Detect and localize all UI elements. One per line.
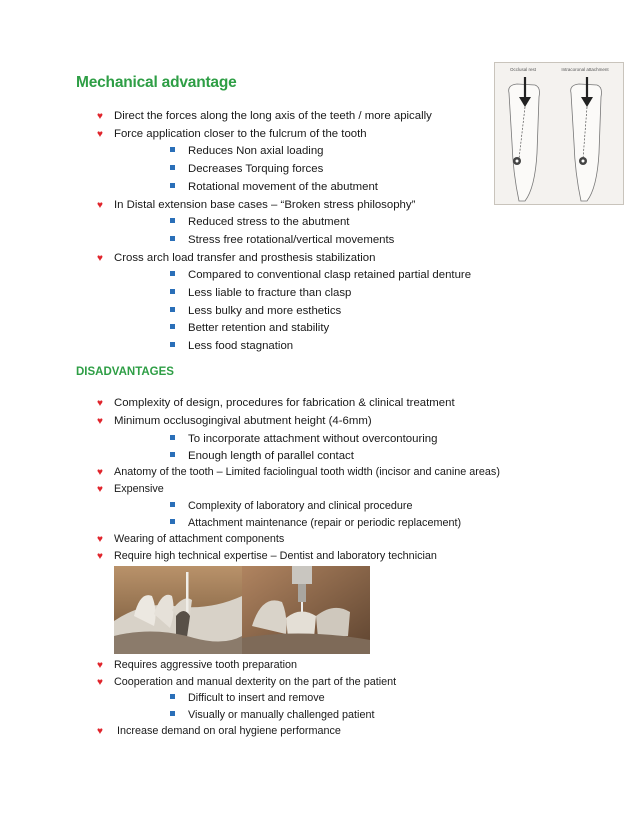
square-bullet-icon xyxy=(170,339,188,353)
list-item-text: Increase demand on oral hygiene performance xyxy=(114,725,341,737)
tooth-force-diagram xyxy=(494,62,624,205)
sub-list-item-text: Better retention and stability xyxy=(188,322,330,334)
sub-list-item-text: Reduces Non axial loading xyxy=(188,145,324,157)
list-item-text: Direct the forces along the long axis of the teeth / more apically xyxy=(114,110,432,122)
list-item xyxy=(97,127,367,142)
list-item-text: Anatomy of the tooth – Limited faciolingual tooth width (incisor and canine areas) xyxy=(114,466,500,478)
list-item xyxy=(97,251,375,266)
heart-bullet-icon: ♥ xyxy=(97,726,103,737)
list-item-text: Cross arch load transfer and prosthesis stabilization xyxy=(114,252,376,264)
square-bullet-icon xyxy=(170,286,188,300)
square-bullet-icon xyxy=(170,449,188,463)
square-bullet-icon xyxy=(170,708,188,722)
heart-bullet-icon: ♥ xyxy=(97,253,103,264)
sub-list-item-text: Less liable to fracture than clasp xyxy=(188,287,352,299)
sub-list-item-text: Less food stagnation xyxy=(188,340,294,352)
sub-list-item xyxy=(170,286,351,300)
sub-list-item xyxy=(170,449,354,463)
square-bullet-icon xyxy=(170,180,188,194)
square-bullet-icon xyxy=(170,215,188,229)
sub-list-item xyxy=(170,691,325,705)
heart-bullet-icon: ♥ xyxy=(97,484,103,495)
list-item xyxy=(97,109,432,124)
square-bullet-icon xyxy=(170,499,188,513)
list-item-text: Require high technical expertise – Dentist and laboratory technician xyxy=(114,550,437,562)
sub-list-item-text: Visually or manually challenged patient xyxy=(188,709,375,721)
list-item xyxy=(97,414,372,429)
sub-list-item-text: To incorporate attachment without overcontouring xyxy=(188,433,438,445)
square-bullet-icon xyxy=(170,516,188,530)
sub-list-item-text: Complexity of laboratory and clinical procedure xyxy=(188,500,413,512)
heart-bullet-icon: ♥ xyxy=(97,200,103,211)
list-item-text: In Distal extension base cases – “Broken stress philosophy” xyxy=(114,199,416,211)
list-item-text: Wearing of attachment components xyxy=(114,533,285,545)
square-bullet-icon xyxy=(170,162,188,176)
sub-list-item xyxy=(170,268,471,282)
figure-label-right: Intracoronal attachment xyxy=(561,67,609,72)
list-item xyxy=(97,658,297,673)
clinical-photo-right xyxy=(242,566,370,654)
square-bullet-icon xyxy=(170,691,188,705)
list-item xyxy=(97,198,415,213)
sub-list-item xyxy=(170,144,324,158)
sub-list-item xyxy=(170,499,412,513)
square-bullet-icon xyxy=(170,144,188,158)
heart-bullet-icon: ♥ xyxy=(97,551,103,562)
list-item-text: Force application closer to the fulcrum of the tooth xyxy=(114,128,367,140)
sub-list-item-text: Compared to conventional clasp retained partial denture xyxy=(188,269,472,281)
sub-list-item xyxy=(170,180,378,194)
sub-list-item xyxy=(170,162,323,176)
sub-list-item-text: Reduced stress to the abutment xyxy=(188,216,350,228)
disadvantages-heading: DISADVANTAGES xyxy=(76,366,174,378)
heart-bullet-icon: ♥ xyxy=(97,398,103,409)
heart-bullet-icon: ♥ xyxy=(97,111,103,122)
page-title: Mechanical advantage xyxy=(76,74,237,91)
heart-bullet-icon: ♥ xyxy=(97,416,103,427)
list-item-text: Requires aggressive tooth preparation xyxy=(114,659,298,671)
heart-bullet-icon: ♥ xyxy=(97,129,103,140)
sub-list-item xyxy=(170,516,461,530)
square-bullet-icon xyxy=(170,321,188,335)
sub-list-item-text: Stress free rotational/vertical movements xyxy=(188,234,395,246)
list-item-text: Complexity of design, procedures for fabrication & clinical treatment xyxy=(114,397,455,409)
heart-bullet-icon: ♥ xyxy=(97,534,103,545)
heart-bullet-icon: ♥ xyxy=(97,467,103,478)
figure-label-left: Occlusal rest xyxy=(509,67,537,72)
sub-list-item xyxy=(170,304,341,318)
heart-bullet-icon: ♥ xyxy=(97,677,103,688)
square-bullet-icon xyxy=(170,304,188,318)
list-item xyxy=(97,482,164,497)
list-item xyxy=(97,549,437,564)
list-item xyxy=(97,675,396,690)
clinical-photo-left xyxy=(114,566,242,654)
square-bullet-icon xyxy=(170,268,188,282)
list-item xyxy=(97,396,455,411)
sub-list-item-text: Less bulky and more esthetics xyxy=(188,305,342,317)
sub-list-item-text: Difficult to insert and remove xyxy=(188,692,325,704)
list-item xyxy=(97,532,284,547)
square-bullet-icon xyxy=(170,233,188,247)
sub-list-item xyxy=(170,321,329,335)
list-item-text: Cooperation and manual dexterity on the part of the patient xyxy=(114,676,397,688)
sub-list-item xyxy=(170,432,437,446)
sub-list-item-text: Decreases Torquing forces xyxy=(188,163,324,175)
list-item-text: Expensive xyxy=(114,483,164,495)
heart-bullet-icon: ♥ xyxy=(97,660,103,671)
sub-list-item xyxy=(170,233,394,247)
sub-list-item-text: Rotational movement of the abutment xyxy=(188,181,378,193)
square-bullet-icon xyxy=(170,432,188,446)
list-item xyxy=(97,724,341,739)
sub-list-item xyxy=(170,339,293,353)
list-item-text: Minimum occlusogingival abutment height (4-6mm) xyxy=(114,415,372,427)
sub-list-item xyxy=(170,708,374,722)
sub-list-item-text: Enough length of parallel contact xyxy=(188,450,354,462)
list-item xyxy=(97,465,500,480)
sub-list-item-text: Attachment maintenance (repair or periodic replacement) xyxy=(188,517,462,529)
sub-list-item xyxy=(170,215,349,229)
